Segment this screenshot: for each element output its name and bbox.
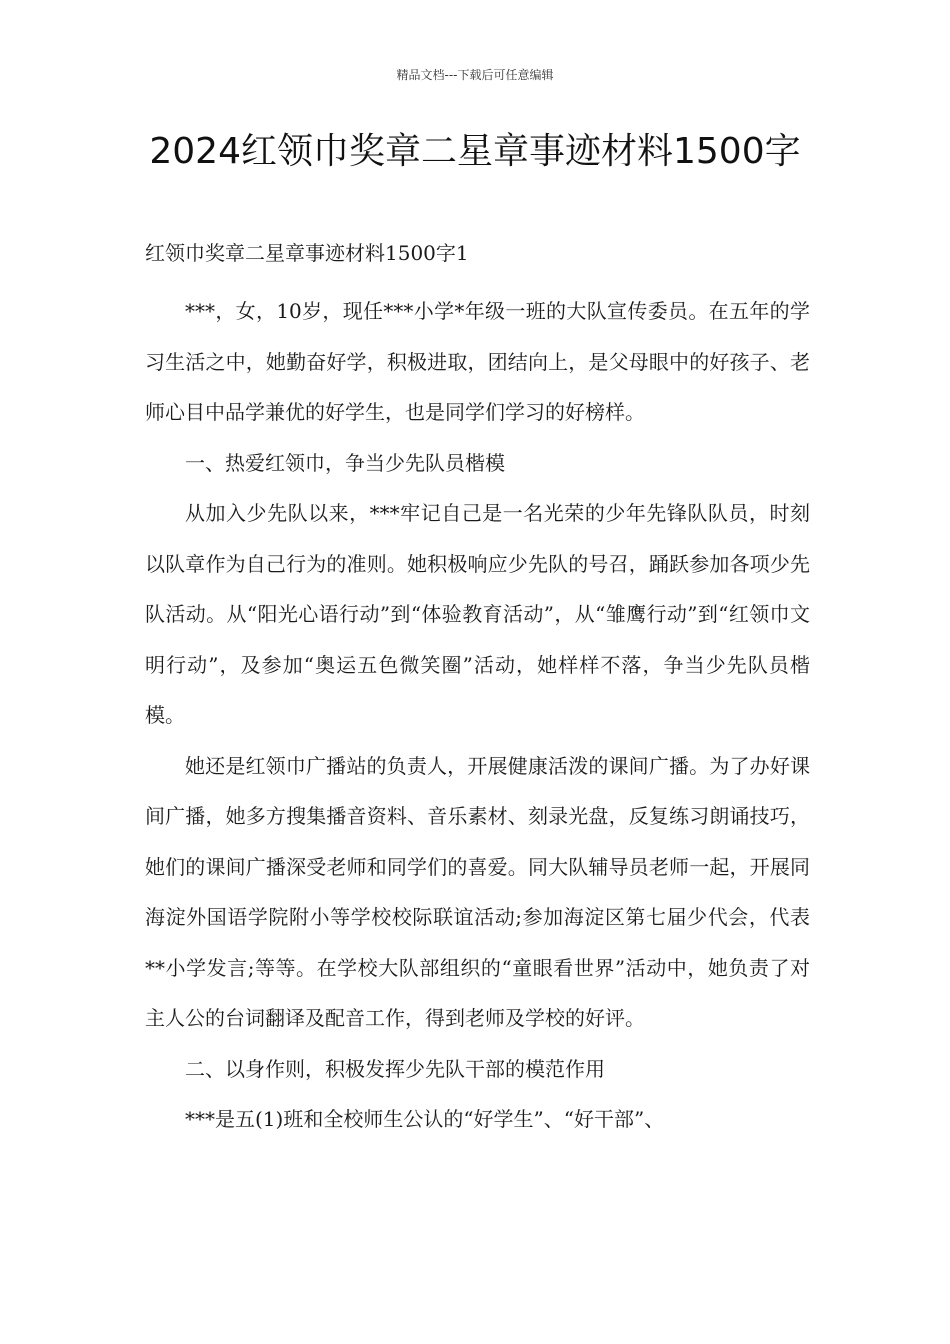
paragraph-intro: ***，女，10岁，现任***小学*年级一班的大队宣传委员。在五年的学习生活之中，她勤奋好学，积极进取，团结向上，是父母眼中的好孩子、老师心目中品学兼优的好学生，也是同学们学习的好榜样。 [145,299,810,424]
header-note: 精品文档---下载后可任意编辑 [396,68,554,82]
paragraph-broadcast: 她还是红领巾广播站的负责人，开展健康活泼的课间广播。为了办好课间广播，她多方搜集播音资料、音乐素材、刻录光盘，反复练习朗诵技巧，她们的课间广播深受老师和同学们的喜爱。同大队辅导员老师一起，开展同海淀外国语学院附小等学校校际联谊活动;参加海淀区第七届少代会，代表**小学发言;等等。在学校大队部组织的“童眼看世界”活动中，她负责了对主人公的台词翻译及配音工作，得到老师及学校的好评。 [145,753,810,1030]
section-heading-1: 一、热爱红领巾，争当少先队员楷模 [185,450,505,475]
document-body [145,236,810,1145]
paragraph-role-model: ***是五(1)班和全校师生公认的“好学生”、“好干部”、 [185,1107,665,1131]
paragraph-activities: 从加入少先队以来，***牢记自己是一名光荣的少年先锋队队员，时刻以队章作为自己行为的准则。她积极响应少先队的号召，踊跃参加各项少先队活动。从“阳光心语行动”到“体验教育活动”，从“雏鹰行动”到“红领巾文明行动”，及参加“奥运五色微笑圈”活动，她样样不落，争当少先队员楷模。 [145,501,810,727]
section-heading-2: 二、以身作则，积极发挥少先队干部的模范作用 [185,1056,605,1081]
document-subtitle: 红领巾奖章二星章事迹材料1500字1 [145,241,469,265]
document-title: 2024红领巾奖章二星章事迹材料1500字 [149,131,801,172]
